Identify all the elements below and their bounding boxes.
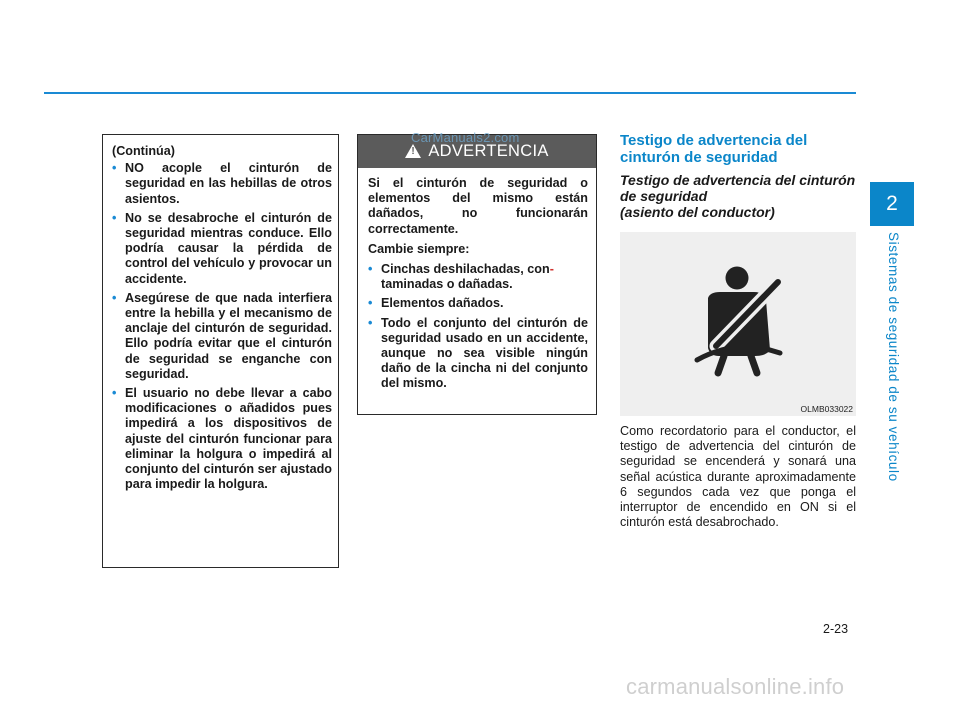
bullet-icon: • [368, 315, 373, 330]
list-item: • Elementos dañados. [368, 296, 504, 311]
warning-title: ADVERTENCIA [428, 142, 549, 160]
seatbelt-figure [620, 232, 856, 416]
list-item: • NO acople el cinturón de seguridad en las hebillas de otros asientos. [112, 161, 332, 206]
warning-box [357, 134, 597, 415]
bullet-icon: • [368, 262, 373, 277]
list-item: • El usuario no debe llevar a cabo modificaciones o añadidos pues impedirá a los dispositivos de ajuste del cinturón funcionar para eliminar la holgura o impedirá al conjunto del cinturón ser ajustado para impedir la holgura. [112, 386, 332, 492]
page-number: 2-23 [823, 622, 849, 636]
warning-intro: Si el cinturón de seguridad o elementos del mismo están dañados, no funcionarán correctamente. [368, 176, 588, 236]
list-item: • Cinchas deshilachadas, con- taminadas o dañadas. [368, 262, 554, 292]
warning-list [368, 262, 588, 392]
chapter-title: Sistemas de seguridad de su vehículo [886, 232, 901, 482]
header-rule [44, 92, 856, 94]
bullet-icon: • [112, 386, 117, 401]
bullet-icon: • [368, 296, 373, 311]
bullet-icon: • [112, 161, 117, 176]
warning-lead: Cambie siempre: [368, 241, 470, 256]
watermark-bottom[interactable]: carmanualsonline.info [626, 674, 845, 699]
section-subtitle: Testigo de advertencia del cinturón de seguridad (asiento del conductor) [620, 172, 856, 220]
caution-list [112, 161, 332, 492]
warning-body [358, 168, 596, 392]
list-item: • No se desabroche el cinturón de seguridad mientras conduce. Ello podría causar la pérdida de control del vehículo y provocar un accidente. [112, 210, 332, 286]
bullet-icon: • [112, 290, 117, 305]
figure-code: OLMB033022 [800, 404, 853, 414]
list-item: • Todo el conjunto del cinturón de seguridad usado en un accidente, aunque no sea visible ningún daño de la cincha ni del conjunto del mismo. [368, 315, 588, 391]
section-description: Como recordatorio para el conductor, el testigo de advertencia del cinturón de seguridad se encenderá y sonará una señal acústica durante aproximadamente 6 segundos cada vez que ponga el interruptor de encendido en ON si el cinturón está desabrochado. [620, 424, 856, 530]
chapter-number-tab[interactable] [870, 182, 914, 226]
caution-box [102, 134, 339, 568]
caution-heading: (Continúa) [112, 144, 175, 158]
warning-triangle-icon: ! [405, 144, 421, 158]
section-title: Testigo de advertencia del cinturón de seguridad [620, 132, 808, 166]
bullet-icon: • [112, 210, 117, 225]
hyphen-mark: - [549, 262, 554, 277]
list-item: • Asegúrese de que nada interfiera entre la hebilla y el mecanismo de anclaje del cinturón de seguridad. Ello podría evitar que el cinturón de seguridad se enganche con seguridad. [112, 290, 332, 381]
watermark-top[interactable]: CarManuals2.com [411, 130, 520, 145]
chapter-number: 2 [886, 192, 898, 215]
seatbelt-warning-icon [620, 232, 856, 416]
